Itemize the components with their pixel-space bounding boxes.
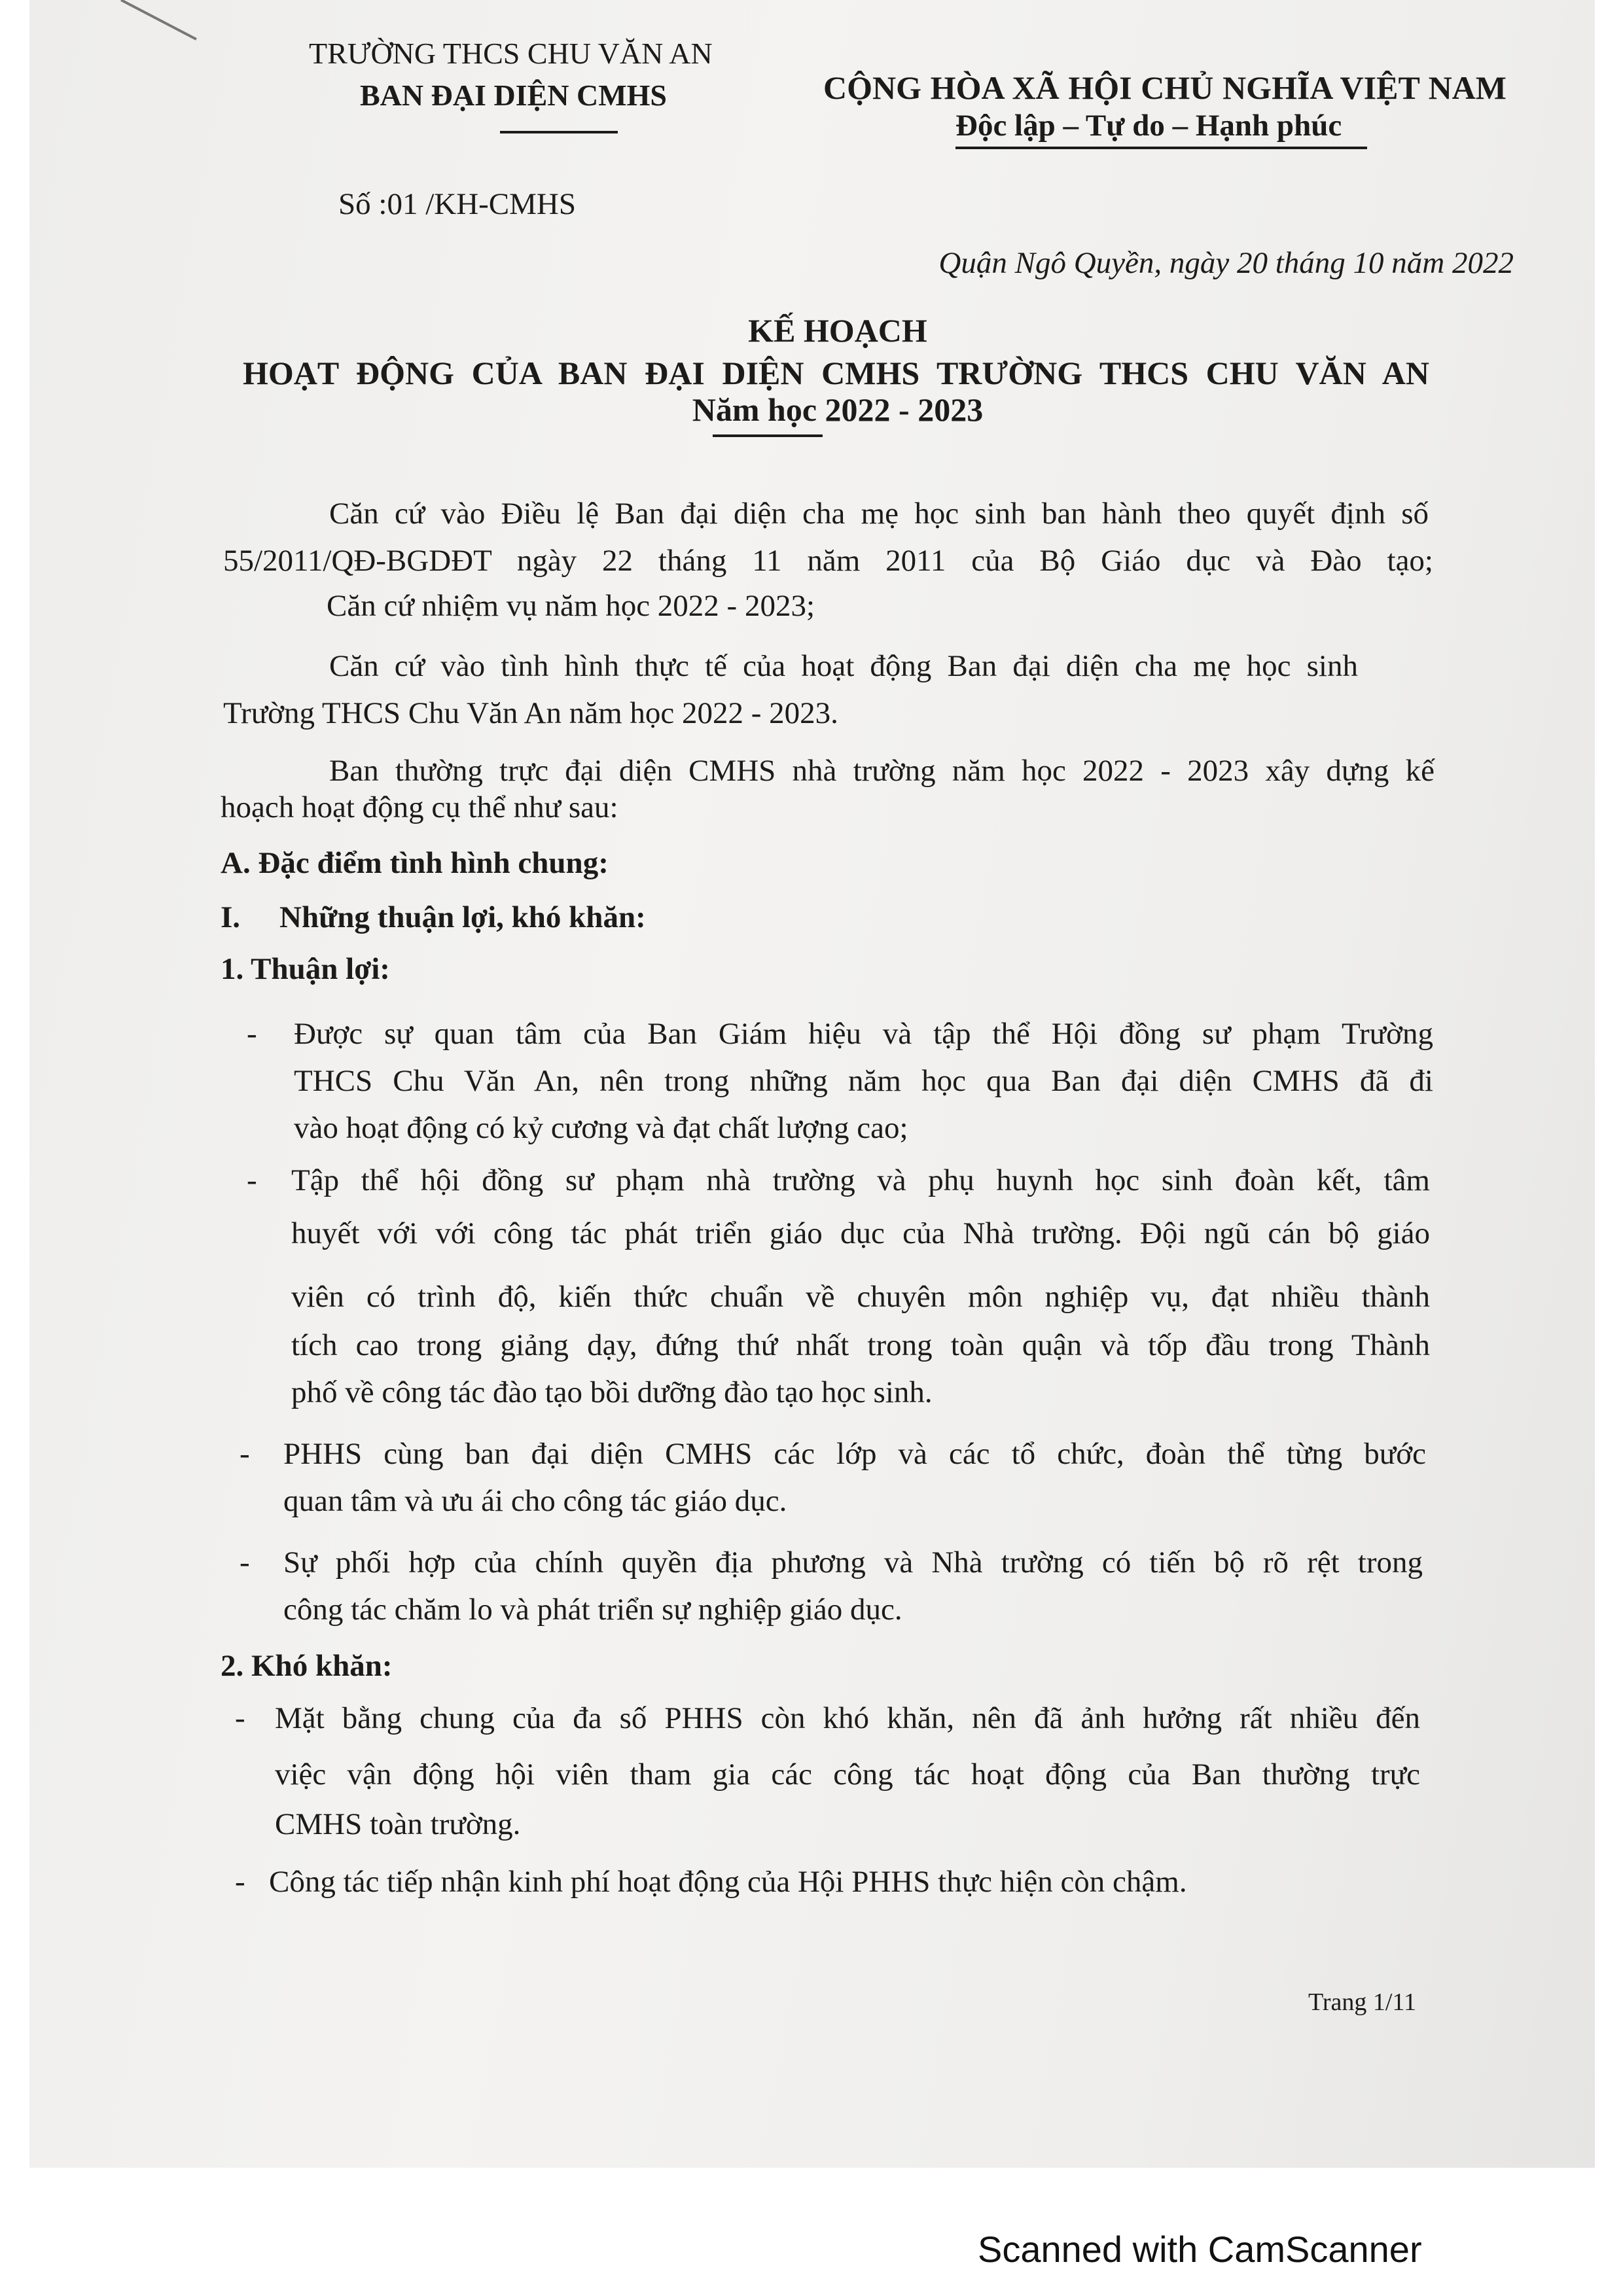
title-school-year: Năm học 2022 - 2023 <box>692 391 984 428</box>
board-name: BAN ĐẠI DIỆN CMHS <box>360 79 667 112</box>
section-i-heading: Những thuận lợi, khó khăn: <box>279 900 646 934</box>
list-item-line: PHHS cùng ban đại diện CMHS các lớp và các tổ chức, đoàn thể từng bước <box>283 1437 1426 1471</box>
school-name: TRƯỜNG THCS CHU VĂN AN <box>309 37 713 70</box>
motto: Độc lập – Tự do – Hạnh phúc <box>955 109 1342 143</box>
bullet-dash: - <box>247 1017 257 1051</box>
camscanner-watermark: Scanned with CamScanner <box>978 2229 1422 2270</box>
bullet-dash: - <box>240 1545 250 1580</box>
list-item-line: Tập thể hội đồng sư phạm nhà trường và phụ huynh học sinh đoàn kết, tâm <box>291 1163 1430 1197</box>
document-number: Số :01 /KH-CMHS <box>338 187 577 221</box>
intro-line: hoạch hoạt động cụ thể như sau: <box>221 790 618 824</box>
section-a-heading: A. Đặc điểm tình hình chung: <box>221 846 609 880</box>
list-item-line: phố về công tác đào tạo bồi dưỡng đào tạo học sinh. <box>291 1375 933 1409</box>
list-item-line: viên có trình độ, kiến thức chuẩn về chuyên môn nghiệp vụ, đạt nhiều thành <box>291 1280 1430 1314</box>
list-item-line: Được sự quan tâm của Ban Giám hiệu và tập thể Hội đồng sư phạm Trường <box>294 1017 1433 1051</box>
title-ke-hoach: KẾ HOẠCH <box>748 312 927 349</box>
list-item-line: quan tâm và ưu ái cho công tác giáo dục. <box>283 1484 787 1518</box>
list-item-line: vào hoạt động có kỷ cương và đạt chất lượng cao; <box>294 1111 908 1145</box>
bullet-dash: - <box>235 1701 245 1735</box>
bullet-dash: - <box>247 1163 257 1197</box>
paper-clip-wire-icon <box>118 0 209 46</box>
header-left-underline <box>500 131 618 133</box>
motto-underline <box>955 147 1367 149</box>
list-item-line: Mặt bằng chung của đa số PHHS còn khó khăn, nên đã ảnh hưởng rất nhiều đến <box>275 1701 1420 1735</box>
intro-line: Ban thường trực đại diện CMHS nhà trường năm học 2022 - 2023 xây dựng kế <box>329 754 1435 788</box>
intro-line: Căn cứ nhiệm vụ năm học 2022 - 2023; <box>327 589 815 623</box>
intro-line: Trường THCS Chu Văn An năm học 2022 - 2023. <box>223 696 838 730</box>
document-date: Quận Ngô Quyền, ngày 20 tháng 10 năm 2022 <box>938 246 1514 280</box>
title-underline <box>713 434 823 437</box>
difficulties-heading: 2. Khó khăn: <box>221 1649 393 1683</box>
list-item-line: CMHS toàn trường. <box>275 1807 521 1841</box>
list-item-line: Sự phối hợp của chính quyền địa phương và Nhà trường có tiến bộ rõ rệt trong <box>283 1545 1423 1580</box>
intro-line: 55/2011/QĐ-BGDĐT ngày 22 tháng 11 năm 2011 của Bộ Giáo dục và Đào tạo; <box>223 544 1433 578</box>
title-main: HOẠT ĐỘNG CỦA BAN ĐẠI DIỆN CMHS TRƯỜNG THCS CHU VĂN AN <box>243 355 1429 391</box>
intro-line: Căn cứ vào Điều lệ Ban đại diện cha mẹ học sinh ban hành theo quyết định số <box>329 497 1429 531</box>
nation-title: CỘNG HÒA XÃ HỘI CHỦ NGHĨA VIỆT NAM <box>823 69 1507 106</box>
list-item-line: công tác chăm lo và phát triển sự nghiệp giáo dục. <box>283 1593 902 1627</box>
list-item-line: THCS Chu Văn An, nên trong những năm học qua Ban đại diện CMHS đã đi <box>294 1064 1433 1098</box>
list-item-line: huyết với với công tác phát triển giáo dục của Nhà trường. Đội ngũ cán bộ giáo <box>291 1216 1430 1250</box>
advantages-heading: 1. Thuận lợi: <box>221 952 390 986</box>
section-i-number: I. <box>221 900 241 934</box>
list-item-line: tích cao trong giảng dạy, đứng thứ nhất trong toàn quận và tốp đầu trong Thành <box>291 1328 1430 1362</box>
list-item-line: việc vận động hội viên tham gia các công tác hoạt động của Ban thường trực <box>275 1757 1420 1792</box>
bullet-dash: - <box>235 1865 245 1899</box>
list-item-line: Công tác tiếp nhận kinh phí hoạt động của Hội PHHS thực hiện còn chậm. <box>269 1865 1187 1899</box>
page-number: Trang 1/11 <box>1308 1988 1417 2016</box>
intro-line: Căn cứ vào tình hình thực tế của hoạt động Ban đại diện cha mẹ học sinh <box>329 649 1358 683</box>
bullet-dash: - <box>240 1437 250 1471</box>
